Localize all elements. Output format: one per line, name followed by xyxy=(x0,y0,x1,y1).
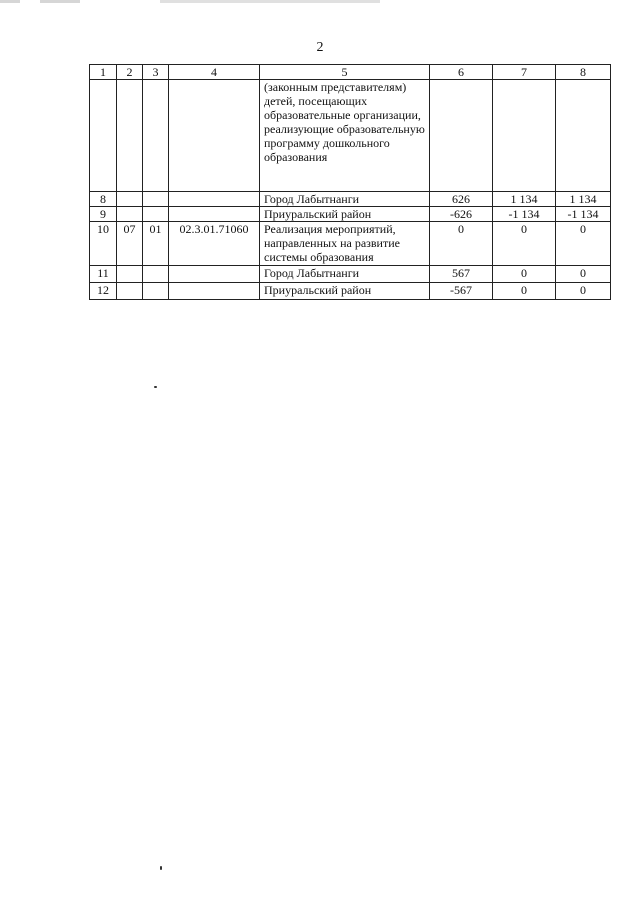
page-number: 2 xyxy=(316,40,324,55)
row-number-cell xyxy=(90,80,117,192)
row-number-cell: 8 xyxy=(90,192,117,207)
subsection-cell xyxy=(143,80,169,192)
row-number-cell: 10 xyxy=(90,222,117,266)
amount-cell xyxy=(556,80,611,192)
amount-cell: 0 xyxy=(493,283,556,300)
amount-cell: 0 xyxy=(493,266,556,283)
description-cell: Город Лабытнанги xyxy=(260,192,430,207)
table-row xyxy=(90,266,611,283)
amount-cell: 0 xyxy=(430,222,493,266)
subsection-cell xyxy=(143,192,169,207)
row-number-cell: 12 xyxy=(90,283,117,300)
amount-cell: -1 134 xyxy=(493,207,556,222)
amount-cell: -567 xyxy=(430,283,493,300)
section-cell: 07 xyxy=(117,222,143,266)
description-cell: (законным представителям) детей, посещающих образовательные организации, реализующие образовательную программу дошкольного образования xyxy=(260,80,430,192)
target-article-cell: 02.3.01.71060 xyxy=(169,222,260,266)
header-cell: 5 xyxy=(260,65,430,80)
section-cell xyxy=(117,283,143,300)
table-row xyxy=(90,80,611,192)
section-cell xyxy=(117,80,143,192)
amount-cell: 0 xyxy=(556,222,611,266)
target-article-cell xyxy=(169,80,260,192)
description-cell: Приуральский район xyxy=(260,283,430,300)
amount-cell: 0 xyxy=(556,266,611,283)
row-number-cell: 11 xyxy=(90,266,117,283)
section-cell xyxy=(117,192,143,207)
amount-cell: 0 xyxy=(493,222,556,266)
target-article-cell xyxy=(169,192,260,207)
amount-cell xyxy=(430,80,493,192)
subsection-cell xyxy=(143,266,169,283)
budget-table xyxy=(89,64,611,300)
amount-cell: 1 134 xyxy=(556,192,611,207)
amount-cell xyxy=(493,80,556,192)
header-cell: 3 xyxy=(143,65,169,80)
amount-cell: -1 134 xyxy=(556,207,611,222)
amount-cell: 0 xyxy=(556,283,611,300)
description-cell: Город Лабытнанги xyxy=(260,266,430,283)
subsection-cell xyxy=(143,283,169,300)
header-cell: 7 xyxy=(493,65,556,80)
table-header-row xyxy=(90,65,611,80)
target-article-cell xyxy=(169,283,260,300)
description-cell: Приуральский район xyxy=(260,207,430,222)
amount-cell: 626 xyxy=(430,192,493,207)
table-row xyxy=(90,192,611,207)
section-cell xyxy=(117,266,143,283)
target-article-cell xyxy=(169,207,260,222)
header-cell: 1 xyxy=(90,65,117,80)
scan-top-edge xyxy=(0,0,640,3)
section-cell xyxy=(117,207,143,222)
scan-speck xyxy=(154,386,157,388)
header-cell: 2 xyxy=(117,65,143,80)
header-cell: 4 xyxy=(169,65,260,80)
subsection-cell xyxy=(143,207,169,222)
table-row xyxy=(90,207,611,222)
amount-cell: -626 xyxy=(430,207,493,222)
description-cell: Реализация мероприятий, направленных на развитие системы образования xyxy=(260,222,430,266)
table-row xyxy=(90,222,611,266)
row-number-cell: 9 xyxy=(90,207,117,222)
header-cell: 6 xyxy=(430,65,493,80)
amount-cell: 567 xyxy=(430,266,493,283)
scan-speck xyxy=(160,866,162,870)
subsection-cell: 01 xyxy=(143,222,169,266)
header-cell: 8 xyxy=(556,65,611,80)
table-row xyxy=(90,283,611,300)
amount-cell: 1 134 xyxy=(493,192,556,207)
target-article-cell xyxy=(169,266,260,283)
